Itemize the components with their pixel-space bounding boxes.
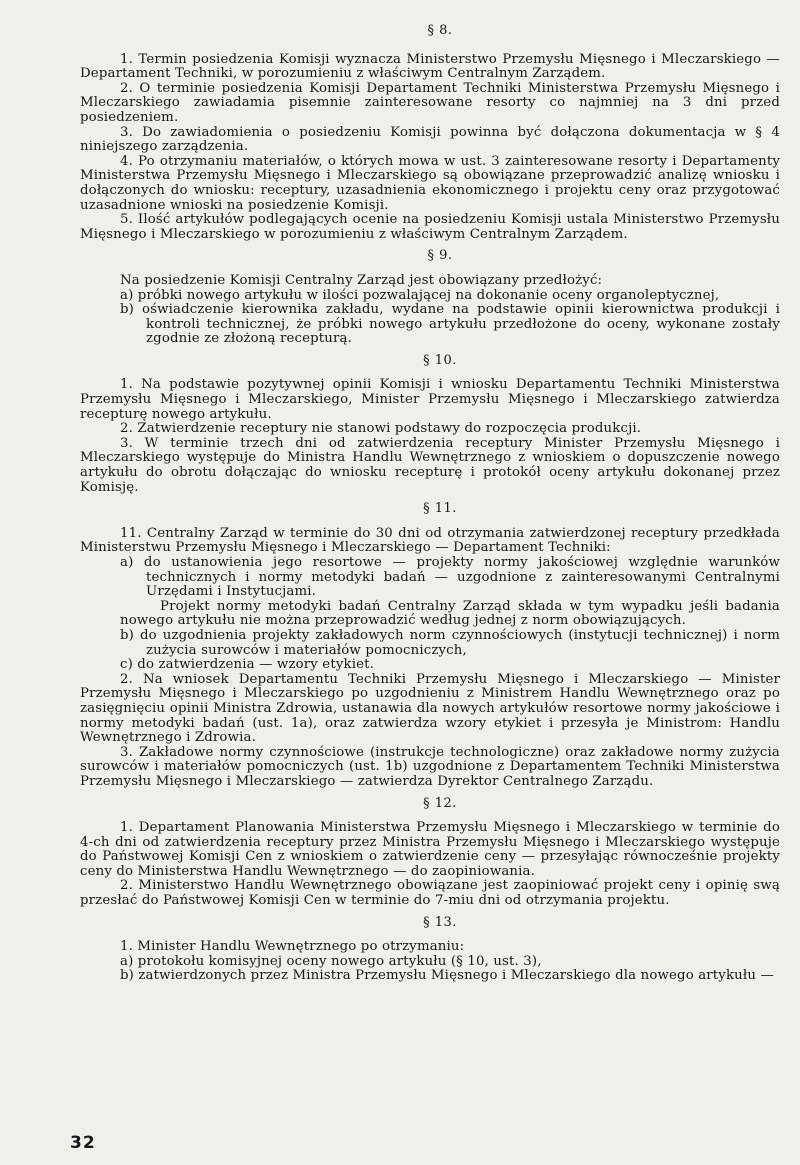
section xyxy=(80,24,780,242)
paragraph: 1. Na podstawie pozytywnej opinii Komisji i wniosku Departamentu Techniki Ministerstwa Przemysłu Mięsnego i Mleczarskiego, Minister Przemysłu Mięsnego i Mleczarskiego zatwierdza recepturę nowego artykułu. xyxy=(80,377,780,422)
list-item: b) oświadczenie kierownika zakładu, wydane na podstawie opinii kierownictwa produkcji i kontroli technicznej, że próbki nowego artykułu przedłożone do oceny, wykonane zostały zgodnie ze złożoną recepturą. xyxy=(120,302,780,347)
paragraph: 2. Na wniosek Departamentu Techniki Przemysłu Mięsnego i Mleczarskiego — Minister Przemysłu Mięsnego i Mleczarskiego po uzgodnieniu z Ministrem Handlu Wewnętrznego oraz po zasięgnięciu opinii Ministra Zdrowia, ustanawia dla nowych artykułów resortowe normy jakościowe i normy metodyki badań (ust. 1a), oraz zatwierdza wzory etykiet i przesyła je Ministrom: Handlu Wewnętrznego i Zdrowia. xyxy=(80,671,780,746)
paragraph: Projekt normy metodyki badań Centralny Zarząd składa w tym wypadku jeśli badania nowego artykułu nie można przeprowadzić według jednej z norm obowiązujących. xyxy=(120,598,780,629)
paragraph: Na posiedzenie Komisji Centralny Zarząd jest obowiązany przedłożyć: xyxy=(120,272,603,288)
paragraph: 1. Termin posiedzenia Komisji wyznacza Ministerstwo Przemysłu Mięsnego i Mleczarskiego — Departament Techniki, w porozumieniu z właściwym Centralnym Zarządem. xyxy=(80,51,780,82)
page-number: 32 xyxy=(70,1133,96,1153)
section xyxy=(80,354,780,495)
paragraph: 11. Centralny Zarząd w terminie do 30 dni od otrzymania zatwierdzonej receptury przedkłada Ministerstwu Przemysłu Mięsnego i Mleczarskiego — Departament Techniki: xyxy=(80,525,780,556)
paragraph: 3. Do zawiadomienia o posiedzeniu Komisji powinna być dołączona dokumentacja w § 4 niniejszego zarządzenia. xyxy=(80,124,780,155)
paragraph: 2. Zatwierdzenie receptury nie stanowi podstawy do rozpoczęcia produkcji. xyxy=(120,421,642,437)
paragraph: 2. Ministerstwo Handlu Wewnętrznego obowiązane jest zaopiniować projekt ceny i opinię swą przesłać do Państwowej Komisji Cen w terminie do 7-miu dni od otrzymania projektu. xyxy=(80,878,780,909)
paragraph: 2. O terminie posiedzenia Komisji Departament Techniki Ministerstwa Przemysłu Mięsnego i Mleczarskiego zawiadamia pisemnie zainteresowane resorty co najmniej na 3 dni przed posiedzeniem. xyxy=(80,80,780,125)
section xyxy=(80,797,780,909)
paragraph: 3. Zakładowe normy czynnościowe (instrukcje technologiczne) oraz zakładowe normy zużycia surowców i materiałów pomocniczych (ust. 1b) uzgodnione z Departamentem Techniki Ministerstwa Przemysłu Mięsnego i Mleczarskiego — zatwierdza Dyrektor Centralnego Zarządu. xyxy=(80,744,780,789)
section-heading: § 11. xyxy=(423,501,457,517)
section-heading: § 13. xyxy=(423,914,457,930)
paragraph: 5. Ilość artykułów podlegających ocenie na posiedzeniu Komisji ustala Ministerstwo Przemysłu Mięsnego i Mleczarskiego w porozumieniu z właściwym Centralnym Zarządem. xyxy=(80,212,780,242)
document-body xyxy=(80,24,780,984)
list-item: b) zatwierdzonych przez Ministra Przemysłu Mięsnego i Mleczarskiego dla nowego artykułu — xyxy=(120,968,774,984)
paragraph: 1. Minister Handlu Wewnętrznego po otrzymaniu: xyxy=(120,939,465,955)
paragraph: 3. W terminie trzech dni od zatwierdzenia receptury Minister Przemysłu Mięsnego i Mleczarskiego występuje do Ministra Handlu Wewnętrznego z wnioskiem o dopuszczenie nowego artykułu do obrotu dołączając do wniosku recepturę i protokół oceny artykułu dokonanej przez Komisję. xyxy=(80,435,780,495)
section xyxy=(80,249,780,347)
section-heading: § 9. xyxy=(427,248,453,264)
paragraph: 1. Departament Planowania Ministerstwa Przemysłu Mięsnego i Mleczarskiego w terminie do 4-ch dni od zatwierdzenia receptury przez Ministra Przemysłu Mięsnego i Mleczarskiego występuje do Państwowej Komisji Cen z wnioskiem o zatwierdzenie ceny — przesyłając równocześnie projekty ceny do Ministerstwa Handlu Wewnętrznego — do zaopiniowania. xyxy=(80,820,780,879)
section xyxy=(80,916,780,984)
list-item: a) do ustanowienia jego resortowe — projekty normy jakościowej względnie warunków technicznych i normy metodyki badań — uzgodnione z zainteresowanymi Centralnymi Urzędami i Instytucjami. xyxy=(120,555,780,600)
list-item: a) próbki nowego artykułu w ilości pozwalającej na dokonanie oceny organoleptycznej, xyxy=(120,287,720,303)
section xyxy=(80,502,780,789)
section-heading: § 10. xyxy=(423,352,457,368)
section-heading: § 12. xyxy=(423,795,457,811)
list-item: a) protokołu komisyjnej oceny nowego artykułu (§ 10, ust. 3), xyxy=(120,953,542,969)
paragraph: 4. Po otrzymaniu materiałów, o których mowa w ust. 3 zainteresowane resorty i Departamenty Ministerstwa Przemysłu Mięsnego i Mleczarskiego są obowiązane przeprowadzić analizę wniosku i dołączonych do wniosku: receptury, uzasadnienia ekonomicznego i projektu ceny oraz przygotować uzasadnione wnioski na posiedzenie Komisji. xyxy=(80,153,780,213)
section-heading: § 8. xyxy=(427,23,453,38)
list-item: c) do zatwierdzenia — wzory etykiet. xyxy=(120,657,374,673)
list-item: b) do uzgodnienia projekty zakładowych norm czynnościowych (instytucji technicznej) i norm zużycia surowców i materiałów pomocniczych, xyxy=(120,627,780,658)
